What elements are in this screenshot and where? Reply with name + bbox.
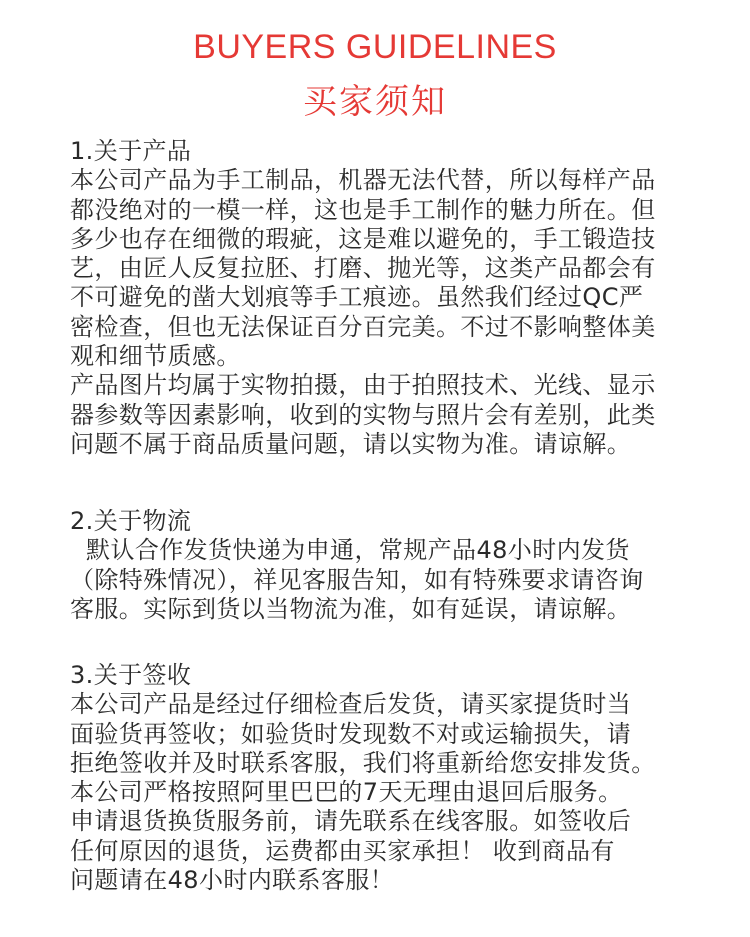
- paragraph-line: 客服。实际到货以当物流为准，如有延误，请谅解。: [70, 594, 632, 623]
- paragraph-line: 问题请在48小时内联系客服！: [70, 866, 395, 895]
- paragraph-line: 拒绝签收并及时联系客服，我们将重新给您安排发货。: [70, 748, 656, 777]
- paragraph-line: 本公司产品是经过仔细检查后发货，请买家提货时当: [70, 690, 632, 719]
- paragraph-line: 不可避免的凿大划痕等手工痕迹。虽然我们经过QC严: [70, 283, 644, 312]
- paragraph-line: 面验货再签收；如验货时发现数不对或运输损失，请: [70, 719, 632, 748]
- section-heading: 1.关于产品: [70, 137, 192, 165]
- title-english: BUYERS GUIDELINES: [193, 28, 557, 66]
- paragraph-line: 本公司严格按照阿里巴巴的7天无理由退回后服务。: [70, 778, 623, 807]
- title-chinese: 买家须知: [303, 82, 447, 122]
- section-logistics: [70, 507, 730, 624]
- paragraph-line: 问题不属于商品质量问题，请以实物为准。请谅解。: [70, 429, 632, 458]
- paragraph-line: 密检查，但也无法保证百分百完美。不过不影响整体美: [70, 312, 656, 341]
- section-heading: 3.关于签收: [70, 661, 192, 689]
- paragraph-line: 本公司产品为手工制品，机器无法代替，所以每样产品: [70, 166, 656, 195]
- paragraph-line: 观和细节质感。: [70, 342, 241, 371]
- paragraph-line: 任何原因的退货，运费都由买家承担！ 收到商品有: [70, 836, 615, 865]
- section-receipt: [70, 661, 730, 895]
- section-product: [70, 137, 730, 459]
- paragraph-line: 艺，由匠人反复拉胚、打磨、抛光等，这类产品都会有: [70, 254, 656, 283]
- paragraph-line: 都没绝对的一模一样，这也是手工制作的魅力所在。但: [70, 195, 656, 224]
- paragraph-line: 申请退货换货服务前，请先联系在线客服。如签收后: [70, 807, 632, 836]
- paragraph-line: 默认合作发货快递为申通，常规产品48小时内发货: [70, 536, 630, 565]
- paragraph-line: 产品图片均属于实物拍摄，由于拍照技术、光线、显示: [70, 371, 656, 400]
- paragraph-line: （除特殊情况），祥见客服告知，如有特殊要求请咨询: [70, 565, 644, 594]
- section-heading: 2.关于物流: [70, 507, 192, 535]
- paragraph-line: 器参数等因素影响，收到的实物与照片会有差别，此类: [70, 400, 656, 429]
- paragraph-line: 多少也存在细微的瑕疵，这是难以避免的，手工锻造技: [70, 224, 656, 253]
